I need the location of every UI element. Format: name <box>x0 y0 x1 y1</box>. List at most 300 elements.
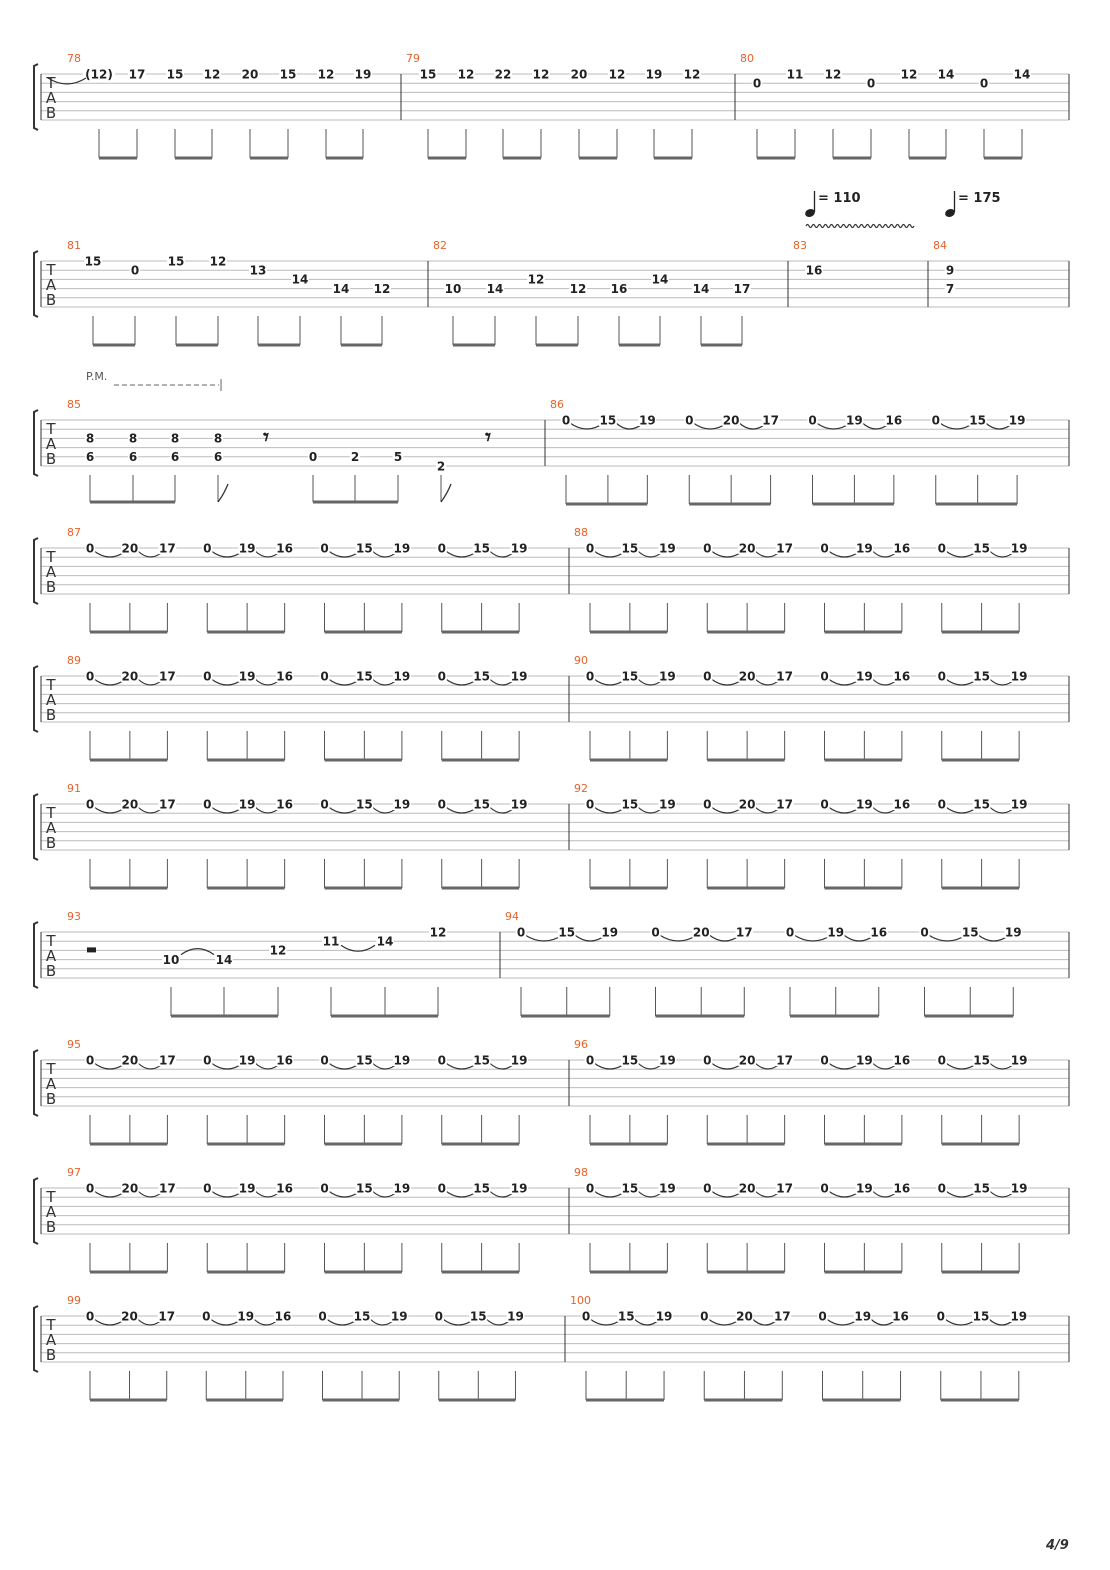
fret-number: 0 <box>320 541 329 556</box>
fret-number: 0 <box>203 541 212 556</box>
note-beam <box>331 1015 438 1018</box>
fret-number: 0 <box>703 1053 712 1068</box>
note-beam <box>707 759 784 762</box>
fret-number: 19 <box>659 541 676 556</box>
fret-number: 19 <box>601 925 619 940</box>
fret-number: 22 <box>494 67 512 82</box>
fret-number: 14 <box>651 272 669 287</box>
fret-number: 19 <box>655 1309 673 1324</box>
note-beam <box>428 157 466 160</box>
fret-number: 20 <box>738 797 756 812</box>
fret-number: 16 <box>893 541 911 556</box>
fret-number: 19 <box>856 669 873 684</box>
note-beam <box>90 1399 167 1402</box>
fret-number: 15 <box>167 254 185 269</box>
note-beam <box>936 503 1017 506</box>
fret-number: 9 <box>945 263 955 278</box>
tab-letter-b: B <box>45 1346 57 1364</box>
fret-number: 19 <box>393 669 411 684</box>
measure-number-98: 98 <box>574 1166 588 1179</box>
fret-number: 0 <box>820 797 829 812</box>
note-beam <box>90 759 167 762</box>
tab-letter-a: A <box>45 1075 57 1093</box>
fret-number: 19 <box>510 541 528 556</box>
note-beam <box>825 631 902 634</box>
fret-number: 20 <box>722 413 740 428</box>
fret-number: 15 <box>621 797 639 812</box>
tie-arc <box>794 935 832 941</box>
fret-number: 0 <box>203 669 212 684</box>
note-beam <box>757 157 795 160</box>
fret-number: 19 <box>507 1309 524 1324</box>
fret-number: 0 <box>866 76 876 91</box>
eighth-rest: 𝄾 <box>263 425 269 451</box>
fret-number: 15 <box>473 669 490 684</box>
fret-number: 6 <box>213 450 223 465</box>
note-beam <box>325 1271 402 1274</box>
tie-arc <box>181 949 214 955</box>
fret-number: 19 <box>238 669 256 684</box>
fret-number: 16 <box>893 1053 911 1068</box>
measure-number-84: 84 <box>933 239 947 252</box>
fret-number: 15 <box>617 1309 635 1324</box>
fret-number: 19 <box>393 541 411 556</box>
fret-number: 15 <box>473 797 490 812</box>
note-beam <box>942 759 1019 762</box>
fret-number: 19 <box>510 1181 528 1196</box>
fret-number: 0 <box>937 669 946 684</box>
note-beam <box>313 501 398 504</box>
fret-number: 19 <box>659 669 676 684</box>
fret-number: 0 <box>437 541 446 556</box>
fret-number: 20 <box>121 1181 139 1196</box>
fret-number: 19 <box>393 1181 411 1196</box>
note-beam <box>825 1143 902 1146</box>
note-beam <box>250 157 288 160</box>
measure-number-88: 88 <box>574 526 588 539</box>
fret-number: 20 <box>121 669 139 684</box>
fret-number: 19 <box>510 797 528 812</box>
measure-number-97: 97 <box>67 1166 81 1179</box>
fret-number: 17 <box>773 1309 791 1324</box>
fret-number: 20 <box>570 67 588 82</box>
fret-number: 0 <box>820 541 829 556</box>
tab-letter-a: A <box>45 276 57 294</box>
fret-number: 19 <box>393 797 411 812</box>
fret-number: 0 <box>203 797 212 812</box>
fret-number: 12 <box>608 67 626 82</box>
tempo-110: = 110 <box>818 191 861 206</box>
fret-number: 8 <box>213 431 223 446</box>
palm-mute-label: P.M. <box>86 370 108 383</box>
fret-number: 17 <box>776 541 793 556</box>
tab-letter-b: B <box>45 450 57 468</box>
fret-number: 19 <box>854 1309 872 1324</box>
note-beam <box>207 631 284 634</box>
note-beam <box>942 631 1019 634</box>
fret-number: 0 <box>703 1181 712 1196</box>
note-beam <box>90 631 167 634</box>
fret-number: 16 <box>893 797 911 812</box>
fret-number: 12 <box>824 67 842 82</box>
fret-number: 19 <box>659 1053 676 1068</box>
fret-number: 17 <box>128 67 146 82</box>
fret-number: 14 <box>332 281 350 296</box>
fret-number: 0 <box>937 1053 946 1068</box>
half-rest <box>87 947 96 952</box>
fret-number: 16 <box>885 413 903 428</box>
note-beam <box>825 759 902 762</box>
fret-number: 14 <box>692 281 710 296</box>
fret-number: 20 <box>121 1053 139 1068</box>
fret-number: 0 <box>818 1309 827 1324</box>
fret-number: 20 <box>692 925 710 940</box>
fret-number: 17 <box>735 925 753 940</box>
fret-number: 15 <box>621 1181 639 1196</box>
fret-number: 15 <box>621 669 639 684</box>
fret-number: 0 <box>320 669 329 684</box>
fret-number: 0 <box>808 413 817 428</box>
note-beam <box>207 1271 284 1274</box>
fret-number: 14 <box>486 281 504 296</box>
fret-number: 8 <box>128 431 138 446</box>
tab-letter-a: A <box>45 947 57 965</box>
fret-number: 19 <box>856 541 873 556</box>
note-beam <box>942 1143 1019 1146</box>
measure-number-83: 83 <box>793 239 807 252</box>
fret-number: 19 <box>638 413 656 428</box>
fret-number: 19 <box>659 1181 676 1196</box>
fret-number: 12 <box>532 67 550 82</box>
fret-number: 15 <box>473 1181 490 1196</box>
system-bracket <box>34 1050 38 1116</box>
tab-letter-a: A <box>45 435 57 453</box>
measure-number-90: 90 <box>574 654 588 667</box>
fret-number: 16 <box>276 797 293 812</box>
fret-number: 15 <box>473 541 490 556</box>
fret-number: 15 <box>469 1309 487 1324</box>
fret-number: 6 <box>170 450 180 465</box>
fret-number: 15 <box>84 254 102 269</box>
note-beam <box>90 501 175 504</box>
fret-number: 16 <box>276 1181 293 1196</box>
fret-number: 17 <box>762 413 779 428</box>
fret-number: 12 <box>203 67 221 82</box>
fret-number: 12 <box>269 943 287 958</box>
fret-number: 0 <box>920 925 929 940</box>
note-beam <box>707 887 784 890</box>
note-beam <box>442 631 519 634</box>
note-beam <box>707 1271 784 1274</box>
note-beam <box>325 631 402 634</box>
fret-number: 19 <box>390 1309 408 1324</box>
fret-number: 12 <box>569 281 587 296</box>
note-beam <box>503 157 541 160</box>
tab-letter-t: T <box>46 932 56 950</box>
fret-number: 0 <box>937 541 946 556</box>
fret-number: 19 <box>856 1053 873 1068</box>
fret-number: 16 <box>276 669 293 684</box>
measure-number-81: 81 <box>67 239 81 252</box>
fret-number: 15 <box>972 1309 990 1324</box>
fret-number: 15 <box>973 1181 990 1196</box>
note-beam <box>941 1399 1019 1402</box>
tab-letter-t: T <box>46 420 56 438</box>
fret-number: 0 <box>320 1181 329 1196</box>
tab-letter-a: A <box>45 1331 57 1349</box>
fret-number: 0 <box>937 1181 946 1196</box>
system-bracket <box>34 1178 38 1244</box>
system-bracket <box>34 922 38 988</box>
fret-number: 12 <box>429 925 447 940</box>
tab-letter-b: B <box>45 104 57 122</box>
measure-number-86: 86 <box>550 398 564 411</box>
fret-number: 0 <box>437 669 446 684</box>
fret-number: 0 <box>820 1053 829 1068</box>
system-bracket <box>34 794 38 860</box>
fret-number: 0 <box>937 797 946 812</box>
fret-number: 0 <box>516 925 526 940</box>
system-bracket <box>34 538 38 604</box>
tab-letter-t: T <box>46 1188 56 1206</box>
fret-number: 0 <box>585 797 595 812</box>
fret-number: 17 <box>776 1181 793 1196</box>
system-bracket <box>34 410 38 476</box>
fret-number: 0 <box>585 669 595 684</box>
note-beam <box>825 1271 902 1274</box>
fret-number: 17 <box>159 1053 176 1068</box>
system-bracket <box>34 251 38 317</box>
fret-number: 0 <box>85 1053 95 1068</box>
measure-number-93: 93 <box>67 910 81 923</box>
fret-number: 15 <box>279 67 297 82</box>
fret-number: 20 <box>121 1309 138 1324</box>
tab-letter-t: T <box>46 1060 56 1078</box>
fret-number: 0 <box>85 1181 95 1196</box>
note-beam <box>90 1143 167 1146</box>
fret-number: 16 <box>805 263 823 278</box>
fret-number: 15 <box>973 541 990 556</box>
tab-letter-a: A <box>45 691 57 709</box>
fret-number: 0 <box>820 1181 829 1196</box>
fret-number: 19 <box>393 1053 411 1068</box>
fret-number: 17 <box>159 669 176 684</box>
fret-number: 10 <box>444 281 462 296</box>
fret-number: 15 <box>599 413 617 428</box>
note-beam <box>323 1399 400 1402</box>
note-beam <box>790 1015 879 1018</box>
tie-arc <box>525 935 563 941</box>
tab-letter-t: T <box>46 1316 56 1334</box>
note-beam <box>325 887 402 890</box>
note-beam <box>689 503 770 506</box>
fret-number: 10 <box>162 952 180 967</box>
fret-number: 14 <box>291 272 309 287</box>
note-beam <box>439 1399 516 1402</box>
fret-number: 0 <box>700 1309 709 1324</box>
fret-number: 19 <box>354 67 372 82</box>
fret-number: 19 <box>856 797 873 812</box>
tab-letter-b: B <box>45 1090 57 1108</box>
fret-number: 12 <box>373 281 391 296</box>
measure-number-80: 80 <box>740 52 754 65</box>
tab-letter-a: A <box>45 819 57 837</box>
note-beam <box>590 759 667 762</box>
fret-number: 0 <box>85 1309 95 1324</box>
note-beam <box>207 887 284 890</box>
fret-number: 19 <box>238 1181 256 1196</box>
note-beam <box>704 1399 782 1402</box>
fret-number: 15 <box>356 669 373 684</box>
measure-number-79: 79 <box>406 52 420 65</box>
fret-number: 0 <box>203 1053 212 1068</box>
fret-number: 0 <box>318 1309 327 1324</box>
note-beam <box>590 631 667 634</box>
fret-number: 11 <box>786 67 804 82</box>
measure-number-78: 78 <box>67 52 81 65</box>
fret-number: 0 <box>85 541 95 556</box>
fret-number: 17 <box>159 797 176 812</box>
note-beam <box>442 887 519 890</box>
note-beam <box>654 157 692 160</box>
note-beam <box>442 1271 519 1274</box>
fret-number: 14 <box>937 67 955 82</box>
fret-number: 20 <box>738 541 756 556</box>
fret-number: 0 <box>585 1181 595 1196</box>
note-beam <box>207 759 284 762</box>
note-flag <box>441 484 451 502</box>
note-beam <box>93 344 135 347</box>
tab-letter-a: A <box>45 1203 57 1221</box>
fret-number: 17 <box>159 1181 176 1196</box>
fret-number: 12 <box>527 272 545 287</box>
fret-number: 0 <box>85 797 95 812</box>
fret-number: 16 <box>892 1309 909 1324</box>
fret-number: 0 <box>320 797 329 812</box>
fret-number: 16 <box>870 925 888 940</box>
fret-number: 15 <box>473 1053 490 1068</box>
fret-number: 0 <box>561 413 571 428</box>
note-beam <box>701 344 742 347</box>
fret-number: 7 <box>945 281 955 296</box>
measure-number-85: 85 <box>67 398 81 411</box>
fret-number: 0 <box>585 541 595 556</box>
fret-number: 14 <box>1013 67 1031 82</box>
measure-number-94: 94 <box>505 910 519 923</box>
fret-number: 20 <box>736 1309 753 1324</box>
fret-number: 12 <box>209 254 227 269</box>
fret-number: 20 <box>738 1053 756 1068</box>
note-beam <box>619 344 660 347</box>
system-bracket <box>34 666 38 732</box>
measure-number-91: 91 <box>67 782 81 795</box>
system-bracket <box>34 1306 38 1372</box>
note-beam <box>586 1399 664 1402</box>
note-beam <box>99 157 137 160</box>
note-beam <box>453 344 495 347</box>
fret-number: 8 <box>85 431 95 446</box>
fret-number: 0 <box>85 669 95 684</box>
fret-number: 19 <box>1010 1309 1028 1324</box>
measure-number-99: 99 <box>67 1294 81 1307</box>
fret-number: 0 <box>202 1309 211 1324</box>
fret-number: 0 <box>203 1181 212 1196</box>
fret-number: 0 <box>320 1053 329 1068</box>
fret-number: 14 <box>215 952 233 967</box>
note-beam <box>90 887 167 890</box>
fret-number: 2 <box>350 450 360 465</box>
fret-number: 15 <box>356 797 373 812</box>
tempo-175: = 175 <box>958 191 1001 206</box>
fret-number: 5 <box>393 450 403 465</box>
fret-number: 19 <box>238 541 256 556</box>
note-beam <box>566 503 647 506</box>
fret-number: 15 <box>961 925 979 940</box>
fret-number: 19 <box>1010 541 1028 556</box>
note-beam <box>536 344 578 347</box>
fret-number: 17 <box>776 797 793 812</box>
fret-number: 0 <box>752 76 762 91</box>
note-beam <box>590 887 667 890</box>
note-beam <box>707 631 784 634</box>
tie-arc <box>929 935 967 941</box>
fret-number: 15 <box>356 1053 373 1068</box>
fret-number: 0 <box>703 541 712 556</box>
note-beam <box>207 1143 284 1146</box>
tab-letter-a: A <box>45 563 57 581</box>
fret-number: 12 <box>900 67 918 82</box>
note-beam <box>833 157 871 160</box>
tab-letter-t: T <box>46 548 56 566</box>
fret-number: 19 <box>659 797 676 812</box>
fret-number: 19 <box>1008 413 1026 428</box>
system-bracket <box>34 64 38 130</box>
measure-number-100: 100 <box>570 1294 591 1307</box>
note-beam <box>521 1015 610 1018</box>
fret-number: 19 <box>1010 1181 1028 1196</box>
tab-letter-b: B <box>45 1218 57 1236</box>
fret-number: 2 <box>436 459 446 474</box>
note-beam <box>171 1015 278 1018</box>
note-beam <box>656 1015 745 1018</box>
note-beam <box>590 1143 667 1146</box>
fret-number: 0 <box>785 925 795 940</box>
measure-number-87: 87 <box>67 526 81 539</box>
fret-number: 19 <box>510 669 528 684</box>
tab-letter-t: T <box>46 261 56 279</box>
tab-letter-b: B <box>45 291 57 309</box>
note-beam <box>823 1399 901 1402</box>
note-beam <box>326 157 363 160</box>
fret-number: 8 <box>170 431 180 446</box>
fret-number: 17 <box>158 1309 176 1324</box>
tab-letter-t: T <box>46 804 56 822</box>
note-flag <box>218 484 228 502</box>
note-beam <box>707 1143 784 1146</box>
fret-number: 0 <box>703 797 712 812</box>
note-beam <box>813 503 894 506</box>
fret-number: 19 <box>827 925 845 940</box>
fret-number: 15 <box>973 669 990 684</box>
tab-letter-a: A <box>45 89 57 107</box>
fret-number: 16 <box>276 1053 293 1068</box>
fret-number: 15 <box>558 925 576 940</box>
fret-number: 15 <box>356 1181 373 1196</box>
fret-number: 0 <box>936 1309 945 1324</box>
fret-number: 17 <box>776 1053 793 1068</box>
fret-number: 0 <box>585 1053 595 1068</box>
measure-number-89: 89 <box>67 654 81 667</box>
